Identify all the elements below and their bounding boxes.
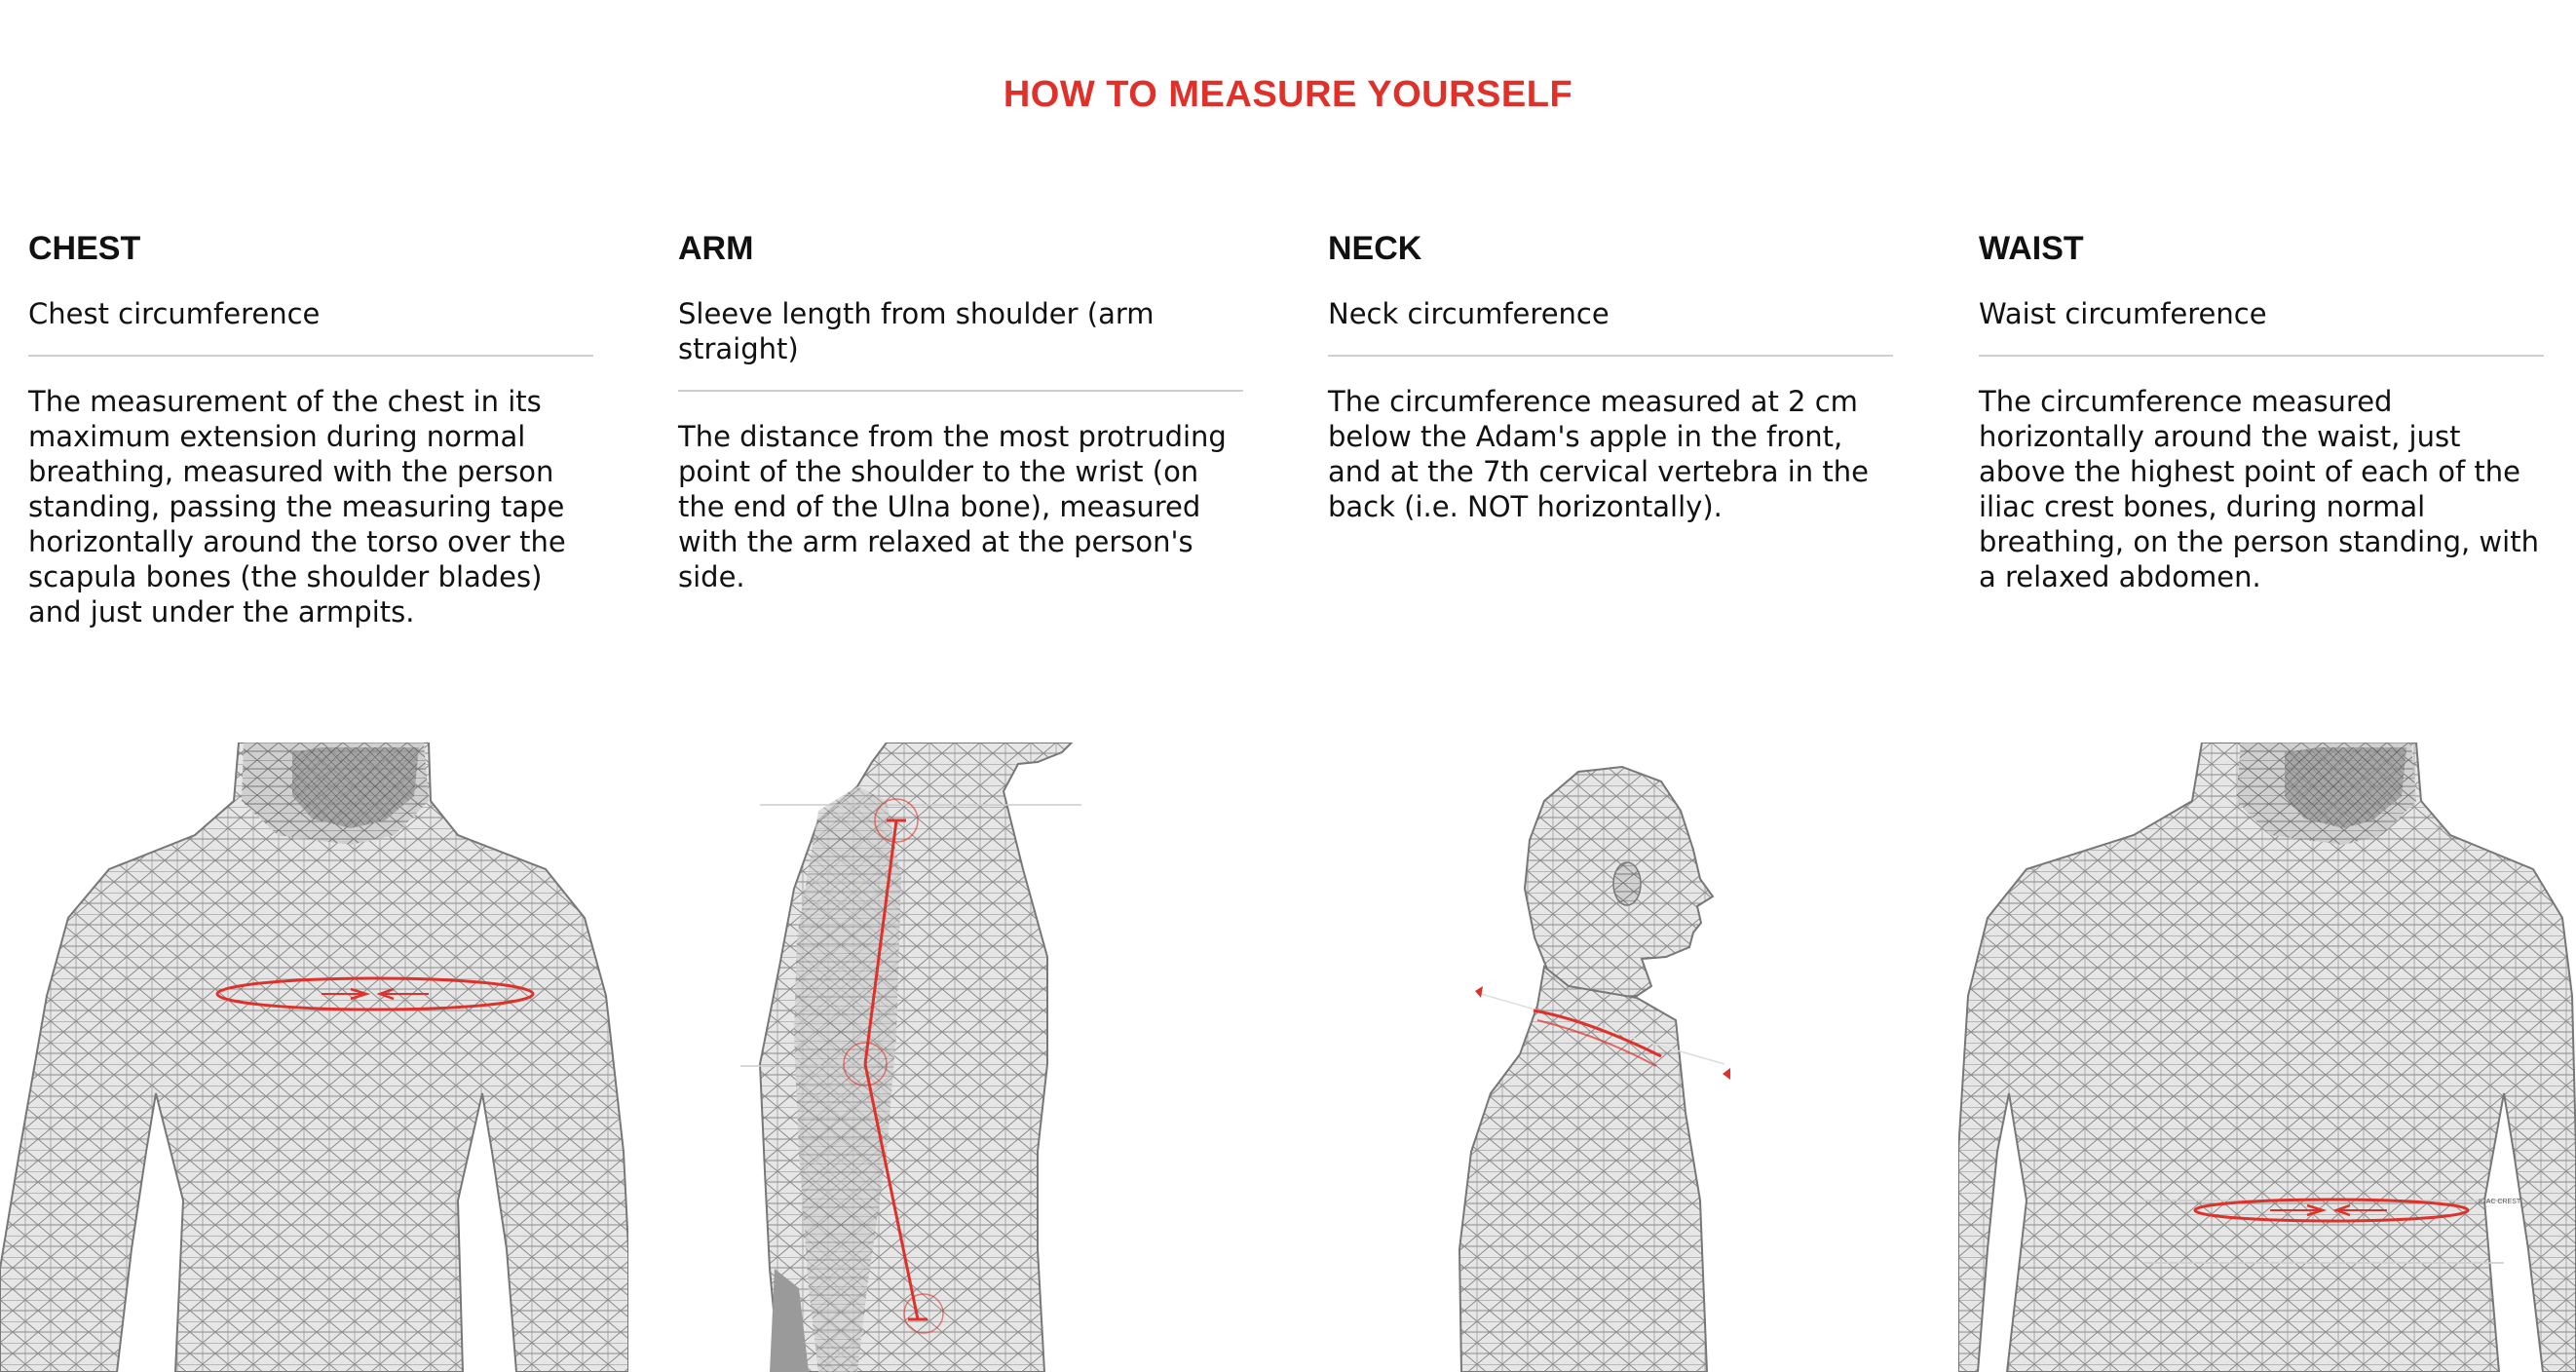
iliac-crest-label: ILIAC CREST — [2479, 1199, 2521, 1205]
arm-section — [678, 228, 1243, 594]
head-model — [1459, 767, 1713, 1372]
arm-subtitle: Sleeve length from shoulder (arm straight) — [678, 296, 1243, 392]
torso-model — [1958, 743, 2576, 1372]
arm-heading: ARM — [678, 230, 754, 267]
waist-figure — [1958, 743, 2576, 1372]
page-title: HOW TO MEASURE YOURSELF — [1003, 74, 1573, 115]
waist-description: The circumference measured horizontally around the waist, just above the highest point of each of the iliac crest bones, during normal breathing, on the person standing, with a relaxed abdomen. — [1979, 385, 2539, 593]
neck-section — [1328, 228, 1893, 524]
torso-model — [0, 743, 628, 1372]
waist-section — [1979, 228, 2544, 594]
chest-section — [28, 228, 593, 629]
arm-model — [760, 743, 1072, 1372]
chest-subtitle: Chest circumference — [28, 296, 593, 357]
chest-description: The measurement of the chest in its maximum extension during normal breathing, measured with the person standing, passing the measuring tape horizontally around the torso over the scapula bones (the shoulder blades) and just under the armpits. — [28, 385, 566, 629]
neck-heading: NECK — [1328, 230, 1422, 267]
chest-figure — [0, 743, 628, 1372]
arm-figure — [701, 743, 1120, 1372]
waist-subtitle: Waist circumference — [1979, 296, 2544, 357]
neck-figure — [1452, 743, 1783, 1372]
neck-subtitle: Neck circumference — [1328, 296, 1893, 357]
arm-description: The distance from the most protruding point of the shoulder to the wrist (on the end of the Ulna bone), measured with the arm relaxed at the person's side. — [678, 420, 1227, 593]
waist-heading: WAIST — [1979, 230, 2084, 267]
chest-heading: CHEST — [28, 230, 141, 267]
neck-description: The circumference measured at 2 cm below the Adam's apple in the front, and at the 7th cervical vertebra in the back (i.e. NOT horizontally). — [1328, 385, 1869, 523]
